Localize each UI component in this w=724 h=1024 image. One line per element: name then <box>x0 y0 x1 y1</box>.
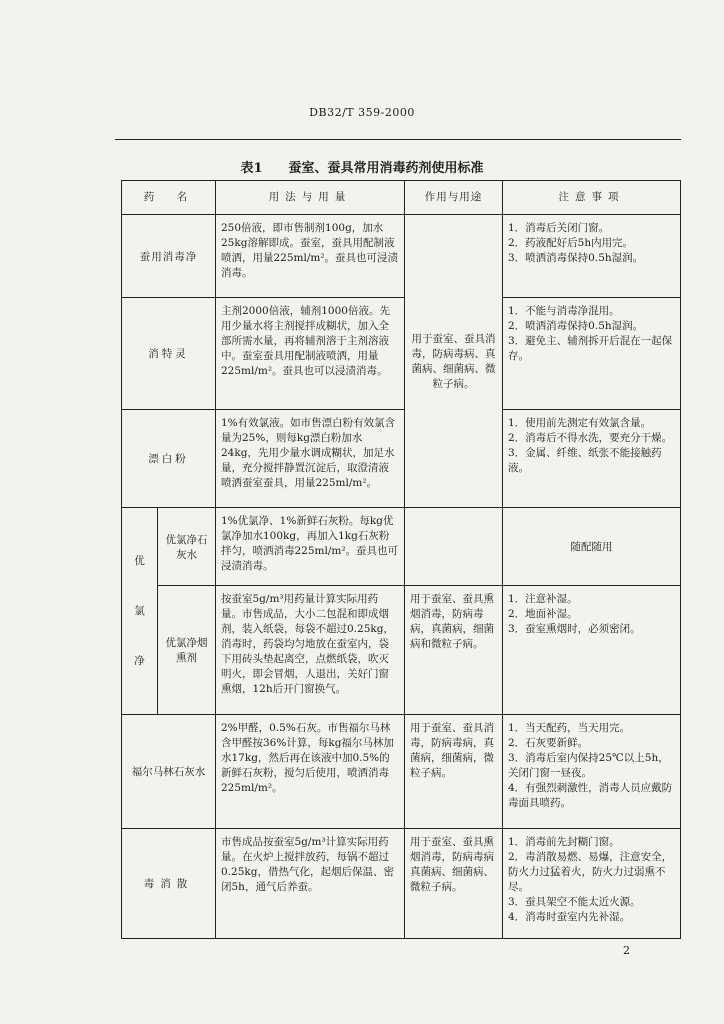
note-item: 2．消毒后不得水洗，要充分干燥。 <box>508 432 673 444</box>
notes-cell <box>503 410 681 508</box>
table-caption: 表1 蚕室、蚕具常用消毒药剂使用标准 <box>240 161 484 176</box>
purpose-cell: 用于蚕室、蚕具熏烟消毒，防病毒病真菌病、细菌病、微粒子病。 <box>405 829 503 939</box>
notes-cell: 随配随用 <box>503 508 681 586</box>
table-row <box>122 586 681 715</box>
usage-cell: 1%有效氯液。如市售漂白粉有效氯含量为25%，则每kg漂白粉加水24kg，先用少量水调成糊状，加足水量，充分搅拌静置沉淀后，取澄清液喷洒蚕室蚕具，用量225ml/m²。 <box>216 410 405 508</box>
drug-name: 毒消散 <box>122 829 216 939</box>
note-item: 3．金属、纤维、纸张不能接触药液。 <box>508 447 662 474</box>
table-row <box>122 410 681 508</box>
usage-cell: 市售成品按蚕室5g/m³计算实际用药量。在火炉上搅拌放药，每锅不超过0.25kg，借热气化，起烟后保温、密闭5h，通气后养蚕。 <box>216 829 405 939</box>
group-char: 氯 <box>134 605 145 617</box>
note-item: 4．有强烈刺激性，消毒人员应戴防毒面具喷药。 <box>508 782 673 809</box>
purpose-cell-empty <box>405 508 503 586</box>
note-item: 4．消毒时蚕室内先补湿。 <box>508 911 631 923</box>
note-item: 1．消毒后关闭门窗。 <box>508 222 610 234</box>
notes-cell <box>503 215 681 298</box>
table-row <box>122 508 681 586</box>
note-item: 3．喷洒消毒保持0.5h湿润。 <box>508 252 644 264</box>
usage-cell: 主剂2000倍液，辅剂1000倍液。先用少量水将主剂搅拌成糊状，加入全部所需水量，再将辅剂溶于主剂溶液中。蚕室蚕具用配制液喷洒，用量225ml/m²。蚕具也可以浸渍消毒。 <box>216 298 405 410</box>
note-item: 2．喷洒消毒保持0.5h湿润。 <box>508 320 644 332</box>
usage-cell: 按蚕室5g/m³用药量计算实际用药量。市售成品，大小二包混和即成烟剂，装入纸袋，每袋不超过0.25kg，消毒时，药袋均匀地放在蚕室内，袋下用砖头垫起离空，点燃纸袋，吹灭明火，即会冒烟，人退出，关好门窗熏烟，12h后开门窗换气。 <box>216 586 405 715</box>
document-code: DB32/T 359-2000 <box>309 106 415 119</box>
header-usage: 用法与用量 <box>216 181 405 215</box>
note-item: 2．毒消散易燃、易爆，注意安全，防火力过猛着火，防火力过弱熏不尽。 <box>508 851 673 893</box>
notes-cell <box>503 298 681 410</box>
purpose-cell: 用于蚕室、蚕具熏烟消毒，防病毒病，真菌病，细菌病和微粒子病。 <box>405 586 503 715</box>
usage-cell: 2%甲醛，0.5%石灰。市售福尔马林含甲醛按36%计算，每kg福尔马林加水17kg，然后再在该液中加0.5%的新鲜石灰粉，搅匀后使用，喷洒消毒225ml/m²。 <box>216 715 405 829</box>
note-item: 1．不能与消毒净混用。 <box>508 305 620 317</box>
table-row <box>122 298 681 410</box>
group-char: 优 <box>134 555 145 567</box>
sub-drug-name: 优氯净石灰水 <box>158 508 216 586</box>
notes-cell <box>503 586 681 715</box>
drug-name: 蚕用消毒净 <box>122 215 216 298</box>
drug-name: 漂白粉 <box>122 410 216 508</box>
table-header-row <box>122 181 681 215</box>
notes-cell <box>503 715 681 829</box>
drug-name: 福尔马林石灰水 <box>122 715 216 829</box>
table-row <box>122 715 681 829</box>
usage-cell: 250倍液，即市售制剂100g，加水25kg溶解即成。蚕室，蚕具用配制液喷洒，用量225ml/m²。蚕具也可浸渍消毒。 <box>216 215 405 298</box>
sub-drug-name: 优氯净烟熏剂 <box>158 586 216 715</box>
disinfectant-table <box>121 180 681 939</box>
purpose-cell: 用于蚕室、蚕具消毒，防病毒病，真菌病，细菌病，微粒子病。 <box>405 715 503 829</box>
note-item: 3．避免主、辅剂拆开后混在一起保存。 <box>508 335 673 362</box>
drug-name: 消特灵 <box>122 298 216 410</box>
note-item: 3．消毒后室内保持25℃以上5h，关闭门窗一昼夜。 <box>508 752 669 779</box>
notes-cell <box>503 829 681 939</box>
table-row <box>122 215 681 298</box>
note-item: 2．地面补湿。 <box>508 608 578 620</box>
note-item: 1．当天配药，当天用完。 <box>508 722 631 734</box>
header-purpose: 作用与用途 <box>405 181 503 215</box>
note-item: 1．注意补湿。 <box>508 593 578 605</box>
note-item: 2．石灰要新鲜。 <box>508 737 589 749</box>
purpose-cell: 用于蚕室、蚕具消毒，防病毒病、真菌病、细菌病、微粒子病。 <box>405 215 503 508</box>
header-drug-name: 药 名 <box>122 181 216 215</box>
table-row <box>122 829 681 939</box>
note-item: 1．消毒前先封糊门窗。 <box>508 836 620 848</box>
group-char: 净 <box>134 655 145 667</box>
note-item: 3．蚕具架空不能太近火源。 <box>508 896 641 908</box>
group-name-cell <box>122 508 158 715</box>
header-rule <box>115 139 681 140</box>
header-notes: 注意事项 <box>503 181 681 215</box>
page-number: 2 <box>623 944 630 957</box>
note-item: 3．蚕室熏烟时，必须密闭。 <box>508 623 641 635</box>
note-item: 2．药液配好后5h内用完。 <box>508 237 634 249</box>
note-item: 1．使用前先测定有效氯含量。 <box>508 417 652 429</box>
usage-cell: 1%优氯净、1%新鲜石灰粉。每kg优氯净加水100kg，再加入1kg石灰粉拌匀，喷洒消毒225ml/m²。蚕具也可浸渍消毒。 <box>216 508 405 586</box>
